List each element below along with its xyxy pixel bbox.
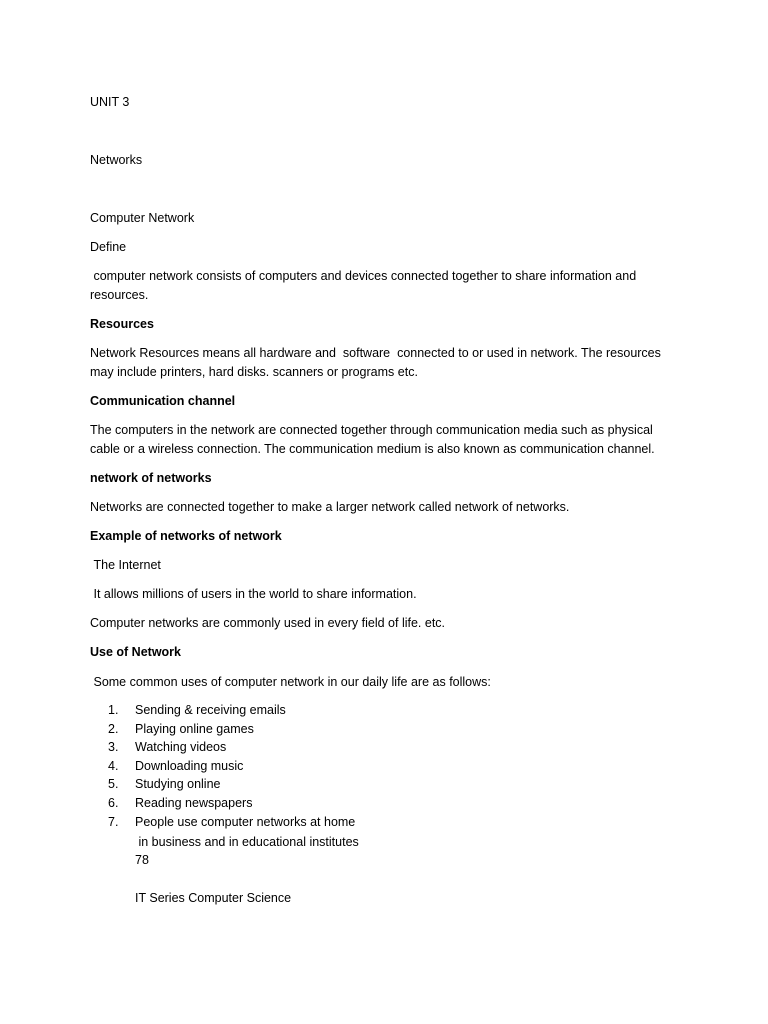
list-continuation: in business and in educational institutes (135, 835, 359, 849)
unit-label: UNIT 3 (90, 95, 130, 109)
uses-intro: Some common uses of computer network in our daily life are as follows: (90, 675, 491, 689)
channel-heading: Communication channel (90, 394, 236, 408)
network-of-networks-heading: network of networks (90, 471, 212, 485)
list-number: 6. (108, 795, 119, 810)
list-item (108, 775, 355, 794)
list-item (108, 701, 355, 720)
list-item-text: People use computer networks at home (135, 814, 356, 829)
list-number: 3. (108, 740, 119, 755)
resources-paragraph: Network Resources means all hardware and software connected to or used in network. The resources may include printers, hard disks. scanners or programs etc. (90, 346, 665, 379)
list-item-text: Downloading music (135, 758, 244, 773)
footer-text: IT Series Computer Science (135, 891, 292, 905)
list-item (108, 794, 355, 813)
page-number: 78 (135, 853, 149, 867)
example-heading: Example of networks of network (90, 529, 282, 543)
example-paragraph: It allows millions of users in the world to share information. (90, 587, 417, 601)
computer-network-heading: Computer Network (90, 211, 195, 225)
list-item (108, 813, 355, 832)
network-of-networks-paragraph: Networks are connected together to make a larger network called network of networks. (90, 500, 570, 514)
list-number: 1. (108, 703, 119, 717)
list-number: 4. (108, 758, 119, 773)
list-item (108, 738, 355, 757)
list-item-text: Sending & receiving emails (135, 703, 286, 717)
definition-paragraph: computer network consists of computers and devices connected together to share information and resources. (90, 269, 640, 302)
use-of-network-heading: Use of Network (90, 645, 181, 659)
example-internet: The Internet (90, 558, 161, 572)
list-item-text: Watching videos (135, 740, 227, 755)
uses-list (108, 701, 355, 831)
list-item-text: Studying online (135, 777, 221, 792)
list-item (108, 757, 355, 776)
list-number: 5. (108, 777, 119, 792)
define-label: Define (90, 240, 127, 254)
list-item-text: Playing online games (135, 721, 254, 736)
list-item (108, 720, 355, 739)
list-number: 2. (108, 721, 119, 736)
resources-heading: Resources (90, 317, 154, 331)
list-item-text: Reading newspapers (135, 795, 253, 810)
channel-paragraph: The computers in the network are connected together through communication media such as physical cable or a wireless connection. The communication medium is also known as communication channel. (90, 423, 657, 456)
topic-title: Networks (90, 153, 143, 167)
common-use-paragraph: Computer networks are commonly used in every field of life. etc. (90, 616, 446, 630)
list-number: 7. (108, 814, 119, 829)
